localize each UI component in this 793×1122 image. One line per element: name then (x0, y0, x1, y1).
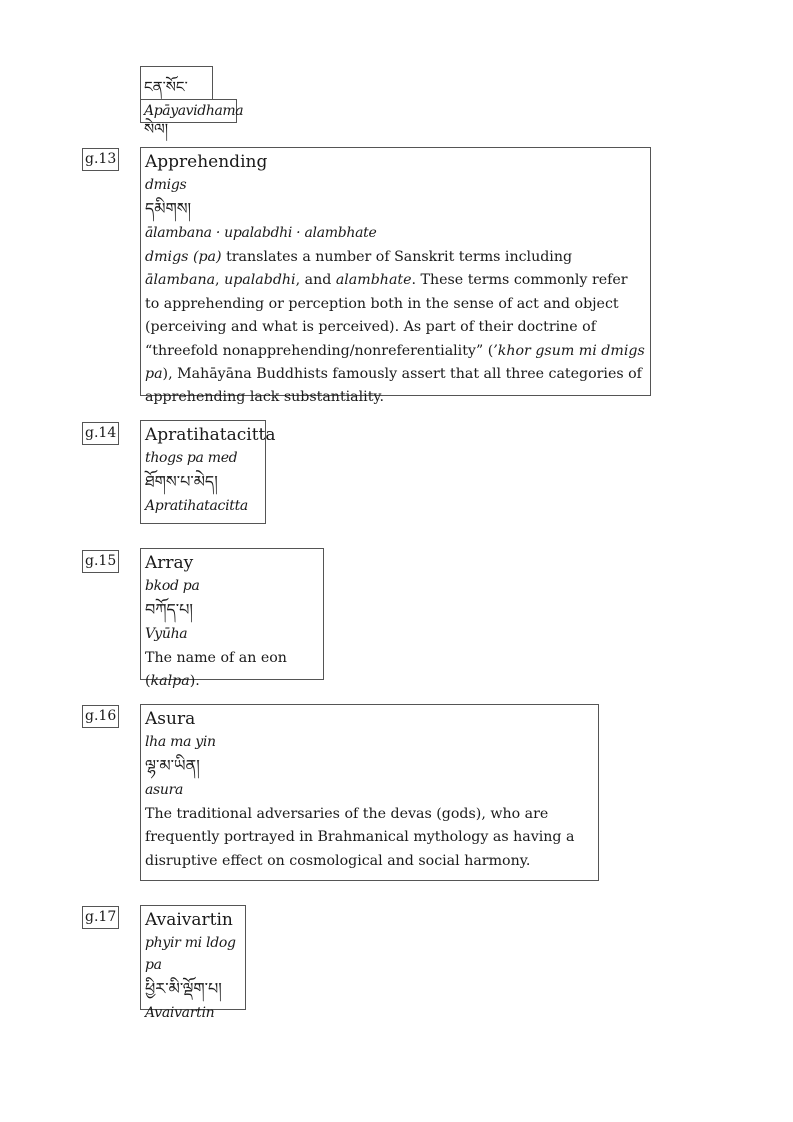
entry-term: Array (145, 553, 194, 573)
glossary-entry (140, 905, 246, 1021)
definition-text-run: translates a number of Sanskrit terms including (221, 249, 573, 265)
definition-text-run: . These terms commonly refer to apprehending or perception both in the sense of act and object (perceiving and what is perceived). As part of their doctrine of “threefold nonapprehending/nonreferentiality” ( (145, 272, 628, 359)
entry-sanskrit: asura (145, 782, 184, 798)
entry-wylie: bkod pa (145, 578, 200, 594)
top-tibetan-term: ངན་སོང་སེལ། (140, 66, 213, 100)
definition-text-run: , (215, 272, 225, 289)
definition-italic-run: kalpa (150, 673, 190, 690)
definition-text-run: , and (295, 272, 336, 289)
entry-definition (145, 647, 319, 694)
entry-sanskrit: Avaivartin (145, 1005, 215, 1021)
entry-tibetan: ལྷ་མ་ཡིན། (145, 756, 200, 775)
glossary-entry (140, 704, 599, 881)
entry-wylie: dmigs (145, 177, 187, 193)
entry-sanskrit: Vyūha (145, 626, 188, 642)
entry-tibetan: ཕྱིར་མི་ལྡོག་པ། (145, 979, 222, 998)
entry-sanskrit: ālambana · upalabdhi · alambhate (145, 225, 377, 241)
glossary-entry (140, 420, 276, 524)
entry-definition (145, 246, 646, 410)
entry-tibetan: དམིགས། (145, 199, 192, 218)
glossary-entry (140, 147, 651, 406)
definition-text-run: ), Mahāyāna Buddhists famously assert that all three categories of apprehending lack substantiality. (145, 366, 642, 406)
top-sanskrit-term: Apāyavidhama (140, 99, 237, 123)
definition-text-run: ). (189, 673, 200, 690)
definition-italic-run: ’khor gsum mi dmigs pa (145, 342, 645, 383)
definition-italic-run: alambhate (335, 272, 412, 289)
entry-tibetan: ཐོགས་པ་མེད། (145, 472, 218, 491)
entry-term: Apprehending (145, 152, 268, 172)
entry-wylie: phyir mi ldog pa (145, 935, 236, 973)
entry-sanskrit: Apratihatacitta (145, 498, 248, 514)
entry-term: Apratihatacitta (145, 425, 276, 445)
entry-number: g.13 (82, 148, 119, 171)
entry-term: Asura (145, 709, 196, 729)
definition-italic-run: upalabdhi (224, 272, 296, 289)
entry-number: g.16 (82, 705, 119, 728)
entry-term: Avaivartin (145, 910, 233, 930)
definition-italic-run: ālambana (145, 272, 216, 289)
definition-text-run: The name of an eon ( (145, 650, 287, 690)
definition-italic-run: dmigs (pa) (145, 249, 222, 265)
entry-wylie: lha ma yin (145, 734, 216, 750)
entry-tibetan: བཀོད་པ། (145, 600, 193, 619)
definition-text-run: The traditional adversaries of the devas (gods), who are frequently portrayed in Brahmanical mythology as having a disruptive effect on cosmological and social harmony. (145, 806, 575, 869)
entry-wylie: thogs pa med (145, 450, 238, 466)
glossary-entry (140, 548, 324, 690)
entry-number: g.15 (82, 550, 119, 573)
entry-number: g.17 (82, 906, 119, 929)
entry-definition (145, 803, 594, 873)
entry-number: g.14 (82, 422, 119, 445)
